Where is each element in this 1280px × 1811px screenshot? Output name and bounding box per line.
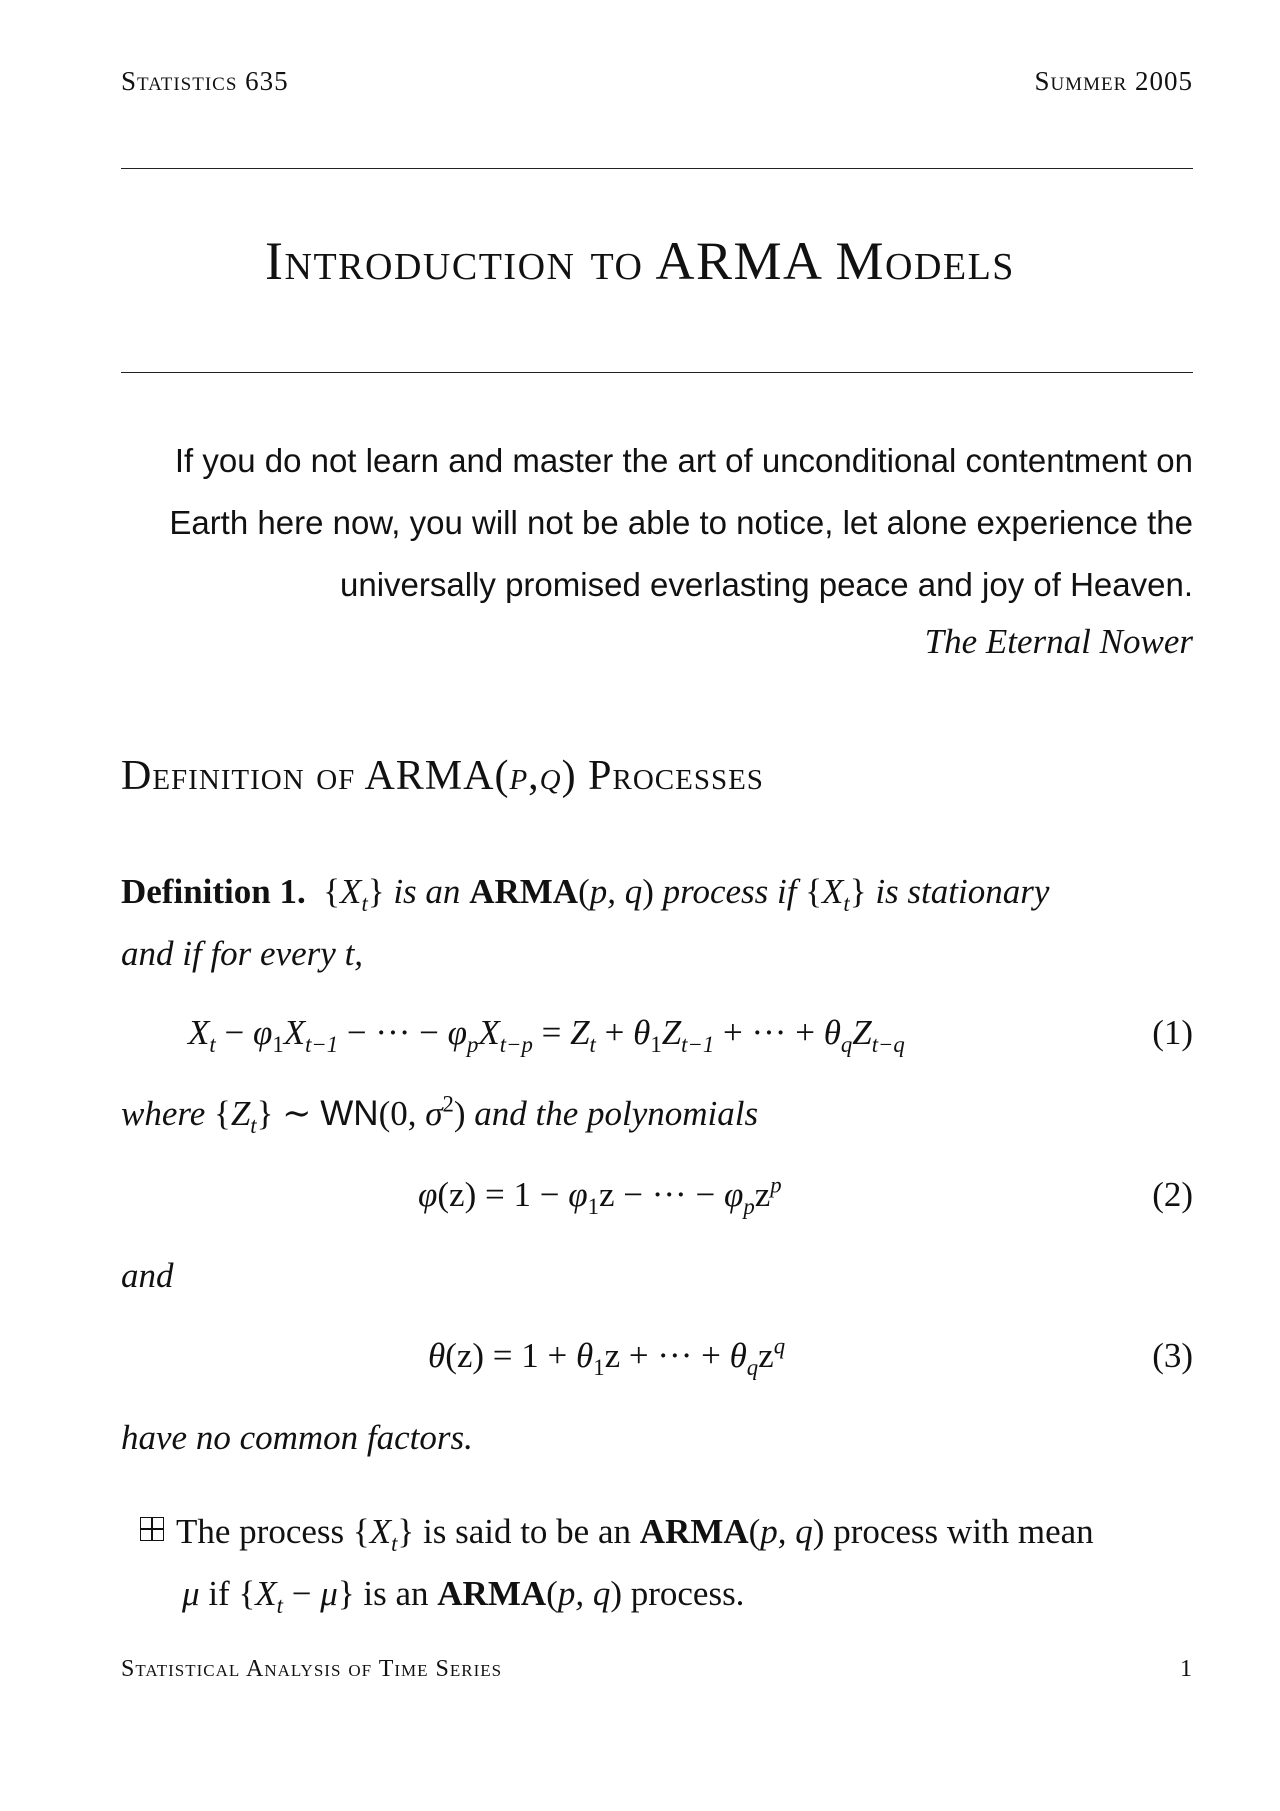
equation-2: $\varphi(z) = 1 - \varphi_1z$ − ··· − $\varphi_pz^p$ bbox=[418, 1172, 782, 1219]
equation-3-number: (3) bbox=[1152, 1336, 1193, 1375]
remark-line-2: μ if $\{X_t - \mu\}$ is an ARMA(p, q) process. bbox=[182, 1574, 745, 1618]
epigraph-author: The Eternal Nower bbox=[924, 622, 1193, 661]
equation-1: $X_t - \varphi_1X_{t-1}$ − ··· − $\varphi_pX_{t-p} = Z_t + \theta_1Z_{t-1}$ + ··· + $\theta_qZ_{t-q}$ bbox=[188, 1013, 905, 1057]
epigraph-line: If you do not learn and master the art of unconditional contentment on bbox=[174, 442, 1193, 479]
epigraph-line: Earth here now, you will not be able to notice, let alone experience the bbox=[169, 504, 1193, 541]
math-xt-set: $\{X_t\}$ bbox=[805, 872, 867, 916]
definition-label: Definition 1. bbox=[121, 872, 306, 911]
math-xt-set: $\{X_t\}$ bbox=[323, 872, 385, 916]
epigraph bbox=[93, 430, 1193, 616]
page-title: Introduction to ARMA Models bbox=[265, 231, 1015, 291]
page-number: 1 bbox=[1180, 1656, 1193, 1682]
equation-1-number: (1) bbox=[1152, 1013, 1193, 1052]
header-course: Statistics 635 bbox=[121, 66, 289, 96]
footer-title: Statistical Analysis of Time Series bbox=[121, 1656, 503, 1682]
definition-and: and bbox=[121, 1256, 174, 1295]
top-rule bbox=[121, 168, 1193, 169]
math-pq: (p, q) bbox=[578, 872, 654, 911]
remark-line-1: The process $\{X_t\}$ is said to be an ARMA(p, q) process with mean bbox=[140, 1512, 1094, 1552]
definition-closing: have no common factors. bbox=[121, 1418, 473, 1457]
title-rule bbox=[121, 372, 1193, 373]
definition-line-1: Definition 1. $\{X_t\}$ is an ARMA(p, q) process if $\{X_t\}$ is stationary bbox=[121, 872, 1050, 916]
equation-2-number: (2) bbox=[1152, 1175, 1193, 1214]
epigraph-line: universally promised everlasting peace and joy of Heaven. bbox=[340, 566, 1193, 603]
boxed-plus-icon bbox=[140, 1517, 164, 1541]
header-term: Summer 2005 bbox=[1034, 66, 1193, 96]
equation-3: $\theta(z) = 1 + \theta_1z$ + ··· + $\theta_qz^q$ bbox=[428, 1333, 786, 1380]
definition-line-2: and if for every t, bbox=[121, 934, 364, 973]
definition-where-line: where $\{Z_t\}$ ∼ WN(0, $\sigma^2$) and the polynomials bbox=[121, 1091, 759, 1138]
section-heading: Definition of ARMA(p,q) Processes bbox=[121, 753, 764, 799]
